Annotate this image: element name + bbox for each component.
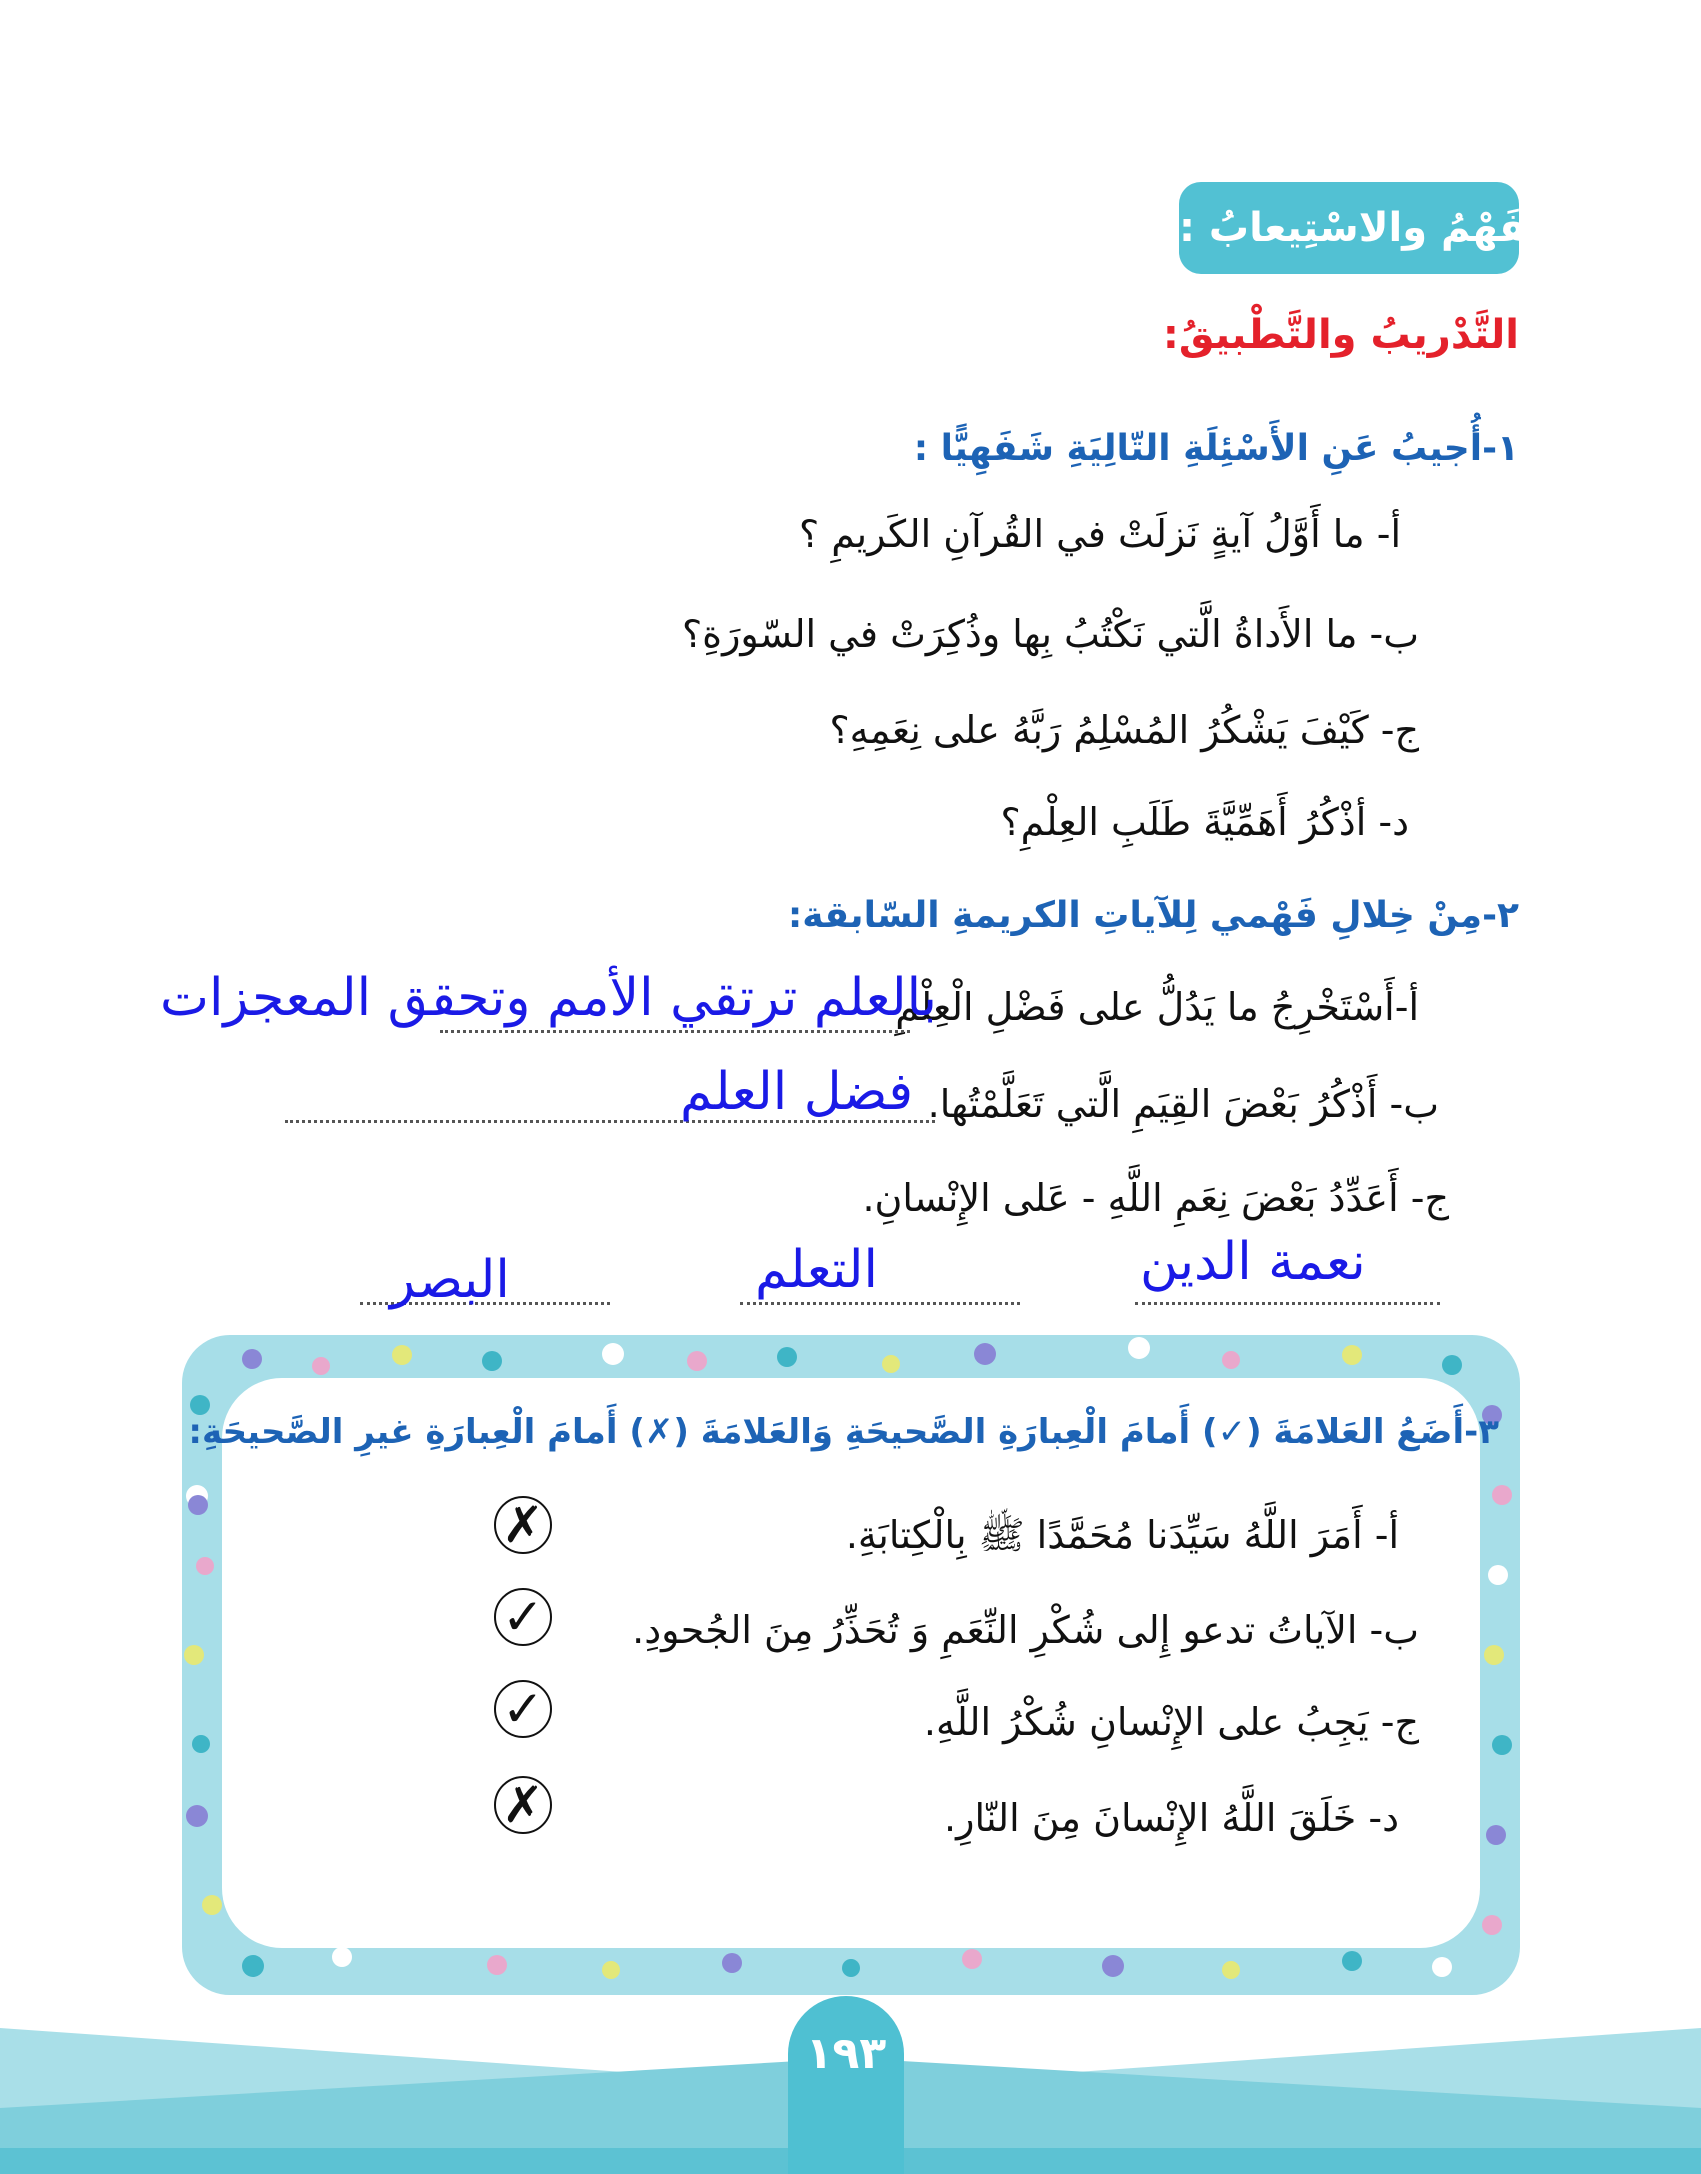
question-2-title: ٢-مِنْ خِلالِ فَهْمي لِلآياتِ الكريمةِ السّابقة: xyxy=(787,895,1519,936)
question-3-title: ٣-أَضَعُ العَلامَةَ (✓) أَمامَ الْعِبارَةِ الصَّحيحَةِ وَالعَلامَةَ (✗) أَمامَ الْعِبارَةِ غيرِ الصَّحيحَةِ: xyxy=(188,1412,1499,1452)
decor-dot xyxy=(312,1357,330,1375)
answer-line-c1 xyxy=(1135,1302,1440,1305)
decor-dot xyxy=(184,1645,204,1665)
decor-dot xyxy=(1442,1355,1462,1375)
section-header xyxy=(1179,182,1557,274)
answer-line-a xyxy=(440,1030,910,1033)
decor-dot xyxy=(1486,1825,1506,1845)
decor-dot xyxy=(1102,1955,1124,1977)
answer-line-c2 xyxy=(740,1302,1020,1305)
question-1-item-c: ج- كَيْفَ يَشْكُرُ المُسْلِمُ رَبَّهُ على نِعَمِهِ؟ xyxy=(829,708,1419,752)
decor-dot xyxy=(687,1351,707,1371)
decor-dot xyxy=(242,1349,262,1369)
question-1-item-d: د- أذْكُرُ أَهَمِّيَّةَ طَلَبِ العِلْمِ؟ xyxy=(1000,800,1409,844)
decor-dot xyxy=(882,1355,900,1373)
decor-dot xyxy=(722,1953,742,1973)
decor-dot xyxy=(1222,1961,1240,1979)
decor-dot xyxy=(1342,1345,1362,1365)
decor-dot xyxy=(392,1345,412,1365)
handwritten-answer-a: بالعلم ترتقي الأمم وتحقق المعجزات xyxy=(160,968,937,1028)
question-1-item-b: ب- ما الأَداةُ الَّتي نَكْتُبُ بِها وذُكِرَتْ في السّورَةِ؟ xyxy=(682,612,1419,656)
decor-dot xyxy=(777,1347,797,1367)
page-number-tab xyxy=(788,1996,904,2174)
cross-mark-icon: ✗ xyxy=(494,1776,552,1834)
decor-dot xyxy=(196,1557,214,1575)
question-1-item-a: أ- ما أَوَّلُ آيةٍ نَزلَتْ في القُرآنِ الكَريمِ ؟ xyxy=(798,512,1401,556)
decor-dot xyxy=(487,1955,507,1975)
decor-dot xyxy=(1482,1915,1502,1935)
decor-dot xyxy=(332,1947,352,1967)
decor-dot xyxy=(602,1961,620,1979)
question-3-item-c: ج- يَجِبُ على الإِنْسانِ شُكْرُ اللَّهِ. xyxy=(923,1700,1419,1744)
training-title: التَّدْريبُ والتَّطْبيقُ: xyxy=(1162,312,1519,358)
question-1-title: ١-أُجيبُ عَنِ الأَسْئِلَةِ التّالِيَةِ شَفَهِيًّا : xyxy=(913,428,1519,469)
check-mark-icon: ✓ xyxy=(494,1680,552,1738)
decor-dot xyxy=(482,1351,502,1371)
page-number: ١٩٣ xyxy=(805,2028,887,2079)
decor-dot xyxy=(602,1343,624,1365)
decor-dot xyxy=(962,1949,982,1969)
decor-dot xyxy=(186,1805,208,1827)
decor-dot xyxy=(974,1343,996,1365)
question-3-item-d: د- خَلَقَ اللَّهُ الإِنْسانَ مِنَ النّارِ. xyxy=(944,1796,1399,1840)
handwritten-answer-c3: البصر xyxy=(390,1250,510,1310)
decor-dot xyxy=(202,1895,222,1915)
cross-mark-icon: ✗ xyxy=(494,1496,552,1554)
question-3-box xyxy=(222,1378,1480,1948)
handwritten-answer-b: فضل العلم xyxy=(680,1062,914,1122)
decor-dot xyxy=(1222,1351,1240,1369)
decor-dot xyxy=(1342,1951,1362,1971)
handwritten-answer-c2: التعلم xyxy=(755,1240,878,1300)
decor-dot xyxy=(1432,1957,1452,1977)
check-mark-icon: ✓ xyxy=(494,1588,552,1646)
question-2-item-b: ب- أَذْكُرُ بَعْضَ القِيَمِ الَّتي تَعَلَّمْتُها. xyxy=(927,1082,1439,1126)
question-2-item-c: ج- أَعَدِّدُ بَعْضَ نِعَمِ اللَّهِ - عَلى الإِنْسانِ. xyxy=(862,1176,1449,1220)
question-2-item-a: أ-أَسْتَخْرِجُ ما يَدُلُّ على فَضْلِ الْعِلْمِ xyxy=(895,985,1419,1029)
decor-dot xyxy=(1488,1565,1508,1585)
decor-dot xyxy=(842,1959,860,1977)
decor-dot xyxy=(1492,1735,1512,1755)
decor-dot xyxy=(1128,1337,1150,1359)
handwritten-answer-c1: نعمة الدين xyxy=(1140,1232,1366,1292)
decor-dot xyxy=(1492,1485,1512,1505)
section-title: الفَهْمُ والاسْتِيعابُ : xyxy=(1179,205,1557,251)
decor-dot xyxy=(242,1955,264,1977)
decor-dot xyxy=(1484,1645,1504,1665)
question-3-item-a: أ- أَمَرَ اللَّهُ سَيِّدَنا مُحَمَّدًا ﷺ بِالْكِتابَةِ. xyxy=(845,1513,1399,1557)
question-3-item-b: ب- الآياتُ تدعو إِلى شُكْرِ النِّعَمِ وَ تُحَذِّرُ مِنَ الجُحودِ. xyxy=(632,1608,1419,1652)
decor-dot xyxy=(192,1735,210,1753)
decor-dot xyxy=(188,1495,208,1515)
